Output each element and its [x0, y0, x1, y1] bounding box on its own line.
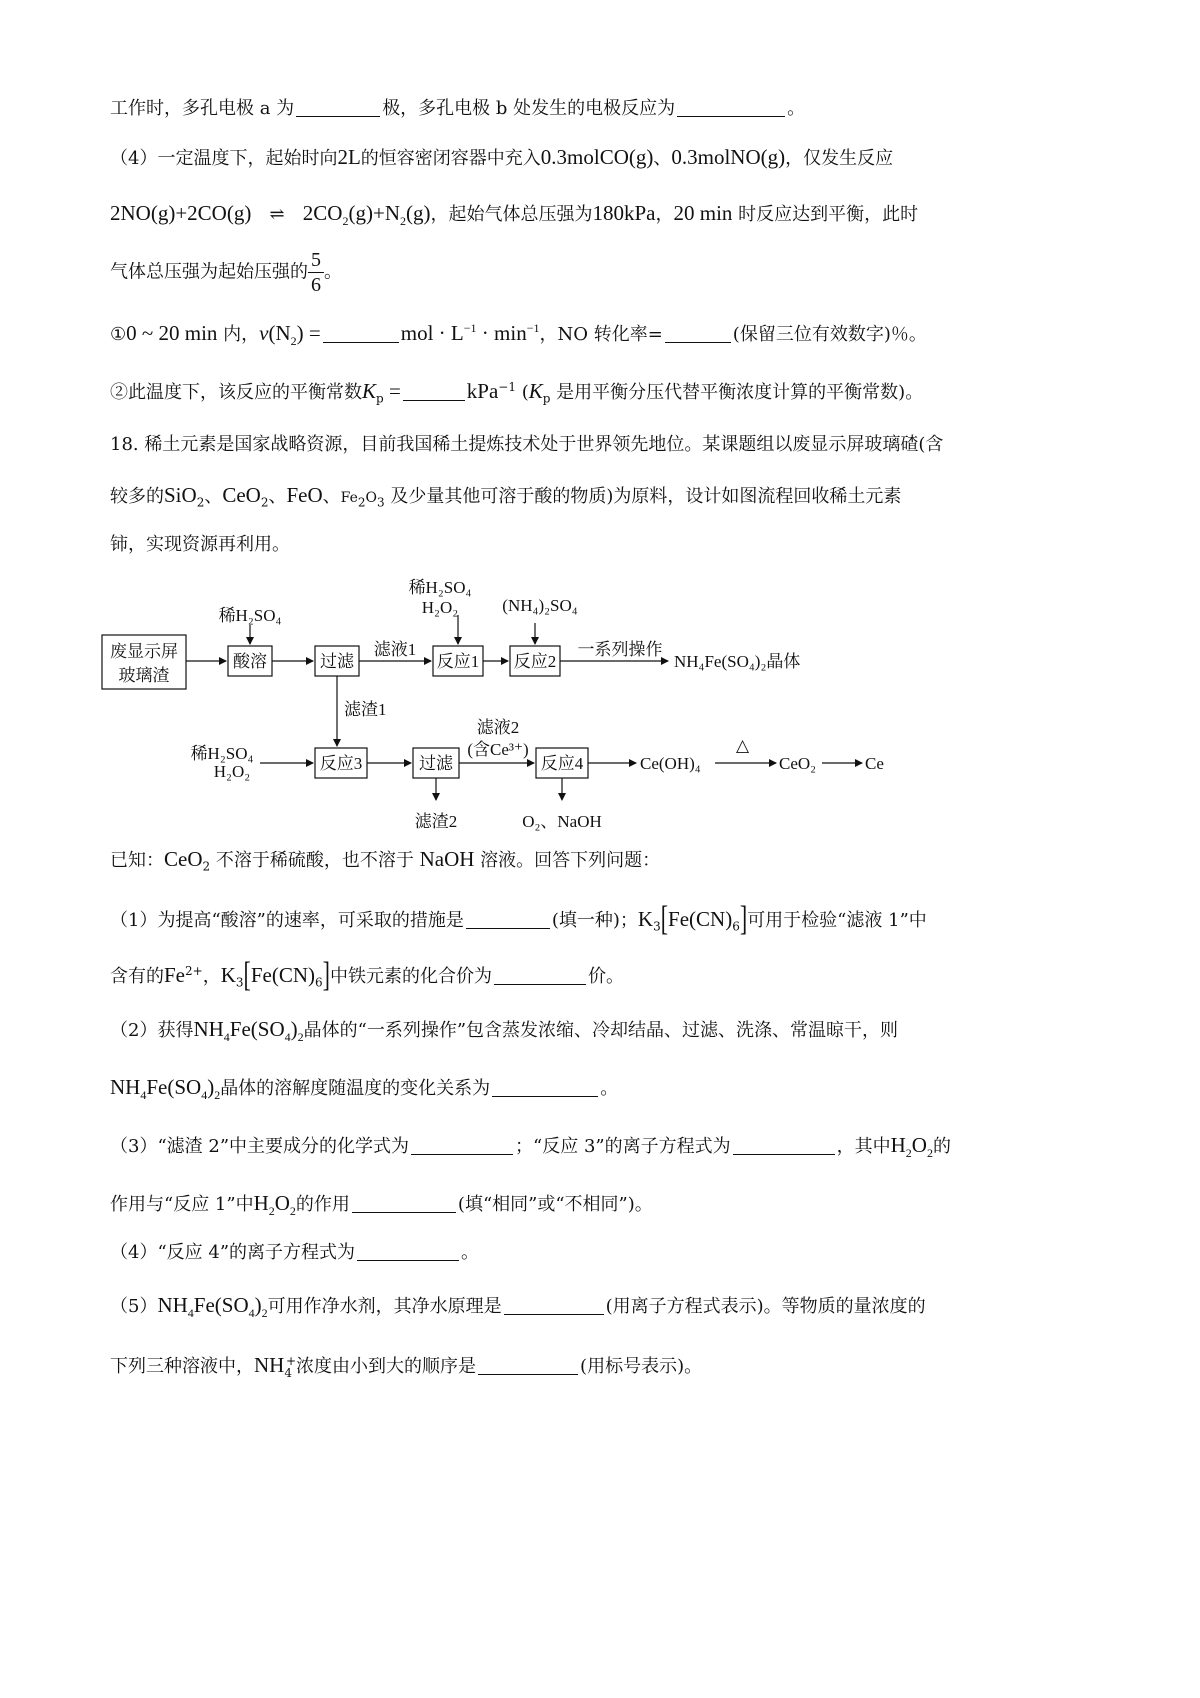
answer-blank [733, 1136, 835, 1155]
flow-label: 一系列操作 [577, 640, 663, 659]
flow-label: 反应1 [436, 652, 480, 671]
flow-label: O₂、NaOH [522, 812, 602, 831]
text-line-electrode: 工作时，多孔电极 a 为 极，多孔电极 b 处发生的电极反应为 。 [110, 98, 806, 119]
part-1-line1: （1）为提高“酸溶”的速率，可采取的措施是 (填一种)；$K_3[Fe(CN)_6]$可用于检验“滤液 1”中 [110, 898, 927, 939]
answer-blank [296, 98, 380, 117]
flow-label: CeO₂ [779, 754, 817, 773]
reaction-equation: 2NO(g)+2CO(g) ⇌ $2CO_2(g)+N_2(g)$，起始气体总压强为180kPa，20 min 时反应达到平衡，此时 [110, 201, 919, 229]
flow-label: 稀H₂SO₄ [190, 744, 254, 763]
answer-blank [357, 1242, 459, 1261]
answer-blank [352, 1194, 456, 1213]
flow-label: 反应4 [540, 754, 584, 773]
pressure-ratio-line: 气体总压强为起始压强的 $\frac{5}{6}$ 。 [110, 249, 342, 296]
question-18-line3: 铈，实现资源再利用。 [110, 534, 290, 555]
subquestion-1: ①0 ~ 20 min 内，$v(N_2)$ = mol · $L^{-1} \cdot \min^{-1}$，NO 转化率= (保留三位有效数字)％。 [110, 321, 927, 349]
flow-label: 滤渣2 [414, 812, 458, 831]
flow-label: H₂O₂ [213, 762, 251, 781]
flow-label: 滤液2 [476, 718, 520, 737]
answer-blank [403, 382, 465, 401]
part-3-line1: （3）“滤渣 2”中主要成分的化学式为 ；“反应 3”的离子方程式为 ，其中$H_2O_2$的 [110, 1133, 951, 1161]
flow-label: 玻璃渣 [118, 666, 170, 685]
flow-label: 稀H₂SO₄ [408, 578, 472, 597]
answer-blank [665, 324, 731, 343]
question-18-line2: 较多的SiO$_2$、CeO$_2$、FeO、$Fe_2O_3$ 及少量其他可溶于酸的物质)为原料，设计如图流程回收稀土元素 [110, 483, 902, 510]
flow-label: 过滤 [320, 652, 354, 671]
flow-label: 过滤 [419, 754, 453, 773]
flow-label: (NH₄)₂SO₄ [502, 596, 578, 615]
equilibrium-symbol: ⇌ [269, 204, 285, 225]
part-5-line1: $(5)NH_4Fe(SO_4)_2$可用作净水剂，其净水原理是 (用离子方程式表示)。等物质的量浓度的 [110, 1293, 926, 1321]
known-info: 已知：CeO$_2$ 不溶于稀硫酸，也不溶于 NaOH 溶液。回答下列问题： [110, 847, 661, 874]
flow-label: 滤渣1 [344, 700, 387, 719]
flow-label: 酸溶 [233, 652, 267, 671]
subquestion-2: ②此温度下，该反应的平衡常数$K_p = kPa^{-1}$ ($K_p$ 是用平衡分压代替平衡浓度计算的平衡常数)。 [110, 379, 924, 406]
heat-symbol: △ [736, 736, 750, 755]
flow-label: Ce(OH)₄ [640, 754, 701, 773]
part-2-line1: （2）获得$NH_4Fe(SO_4)_2$晶体的“一系列操作”包含蒸发浓缩、冷却结晶、过滤、洗涤、常温晾干，则 [110, 1017, 899, 1045]
answer-blank [492, 1078, 598, 1097]
flow-label: H₂O₂ [421, 598, 459, 617]
part-3-line2: 作用与“反应 1”中$H_2O_2$的作用 (填“相同”或“不相同”)。 [110, 1191, 653, 1219]
flow-label: 反应2 [513, 652, 557, 671]
answer-blank [323, 324, 399, 343]
answer-blank [494, 966, 586, 985]
question-4-intro: （4）一定温度下，起始时向2L的恒容密闭容器中充入0.3molCO(g)、0.3molNO(g)，仅发生反应 [110, 145, 894, 169]
question-18-line1: 18. 稀土元素是国家战略资源，目前我国稀土提炼技术处于世界领先地位。某课题组以废显示屏玻璃碴(含 [110, 434, 944, 455]
answer-blank [478, 1356, 578, 1375]
answer-blank [677, 98, 785, 117]
part-1-line2: 含有的$Fe^{2+}$，$K_3[Fe(CN)_6]$中铁元素的化合价为 价。 [110, 954, 624, 995]
flow-label: 废显示屏 [110, 642, 178, 661]
part-4: （4）“反应 4”的离子方程式为 。 [110, 1242, 480, 1263]
answer-blank [504, 1296, 604, 1315]
answer-blank [411, 1136, 513, 1155]
flow-label: 反应3 [319, 754, 363, 773]
fraction: $\frac{5}{6}$ [308, 248, 324, 297]
answer-blank [466, 910, 550, 929]
flow-label: Ce [865, 754, 884, 773]
part-2-line2: $NH_4Fe(SO_4)_2$晶体的溶解度随温度的变化关系为 。 [110, 1075, 619, 1103]
part-5-line2: 下列三种溶液中，$NH_4^+$浓度由小到大的顺序是 (用标号表示)。 [110, 1353, 703, 1380]
flow-label: 滤液1 [373, 640, 417, 659]
flow-label: NH₄Fe(SO₄)₂晶体 [674, 652, 801, 671]
flow-label: (含Ce³⁺) [467, 740, 529, 759]
flow-label: 稀H₂SO₄ [218, 606, 282, 625]
